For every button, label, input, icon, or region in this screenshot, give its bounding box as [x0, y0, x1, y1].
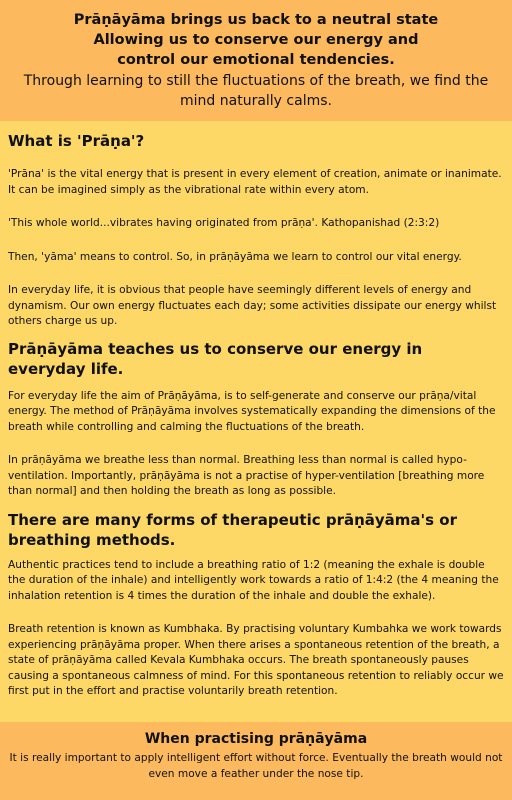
footer-text: It is really important to apply intelligent effort without force. Eventually the breath would not even move a feather under the nose tip.	[9, 752, 503, 780]
header-banner	[0, 0, 512, 121]
forms-paragraph-2: Breath retention is known as Kumbhaka. By practising voluntary Kumbahka we work towards experiencing prāṇāyāma proper. When there arises a spontaneous retention of the breath, a state of prāṇāyāma called Kevala Kumbhaka occurs. The breath spontaneously pauses causing a spontaneous calmness of mind. For this spontaneous retention to reliably occur we first put in the effort and practise voluntarily breath retention.	[8, 623, 504, 697]
header-subtitle: Through learning to still the fluctuations of the breath, we find the mind naturally calms.	[23, 73, 489, 109]
footer-banner	[0, 722, 512, 800]
section-heading-conserve: Prāṇāyāma teaches us to conserve our energy in everyday life.	[8, 339, 423, 378]
section-heading-forms: There are many forms of therapeutic prāṇāyāma's or breathing methods.	[8, 510, 457, 549]
prana-paragraph-4: In everyday life, it is obvious that people have seemingly different levels of energy and dynamism. Our own energy fluctuates each day; some activities dissipate our energy whilst others charge us up.	[8, 284, 497, 327]
conserve-paragraph-1: For everyday life the aim of Prāṇāyāma, is to self-generate and conserve our prāṇa/vital energy. The method of Prāṇāyāma involves systematically expanding the dimensions of the breath while controlling and calming the fluctuations of the breath.	[8, 389, 496, 433]
main-content	[0, 121, 512, 700]
footer-title: When practising prāṇāyāma	[144, 731, 368, 747]
header-line-1: Prāṇāyāma brings us back to a neutral state	[73, 12, 439, 28]
header-line-2: Allowing us to conserve our energy and	[93, 32, 419, 48]
prana-paragraph-1: 'Prāna' is the vital energy that is present in every element of creation, animate or inanimate. It can be imagined simply as the vibrational rate within every atom.	[8, 168, 502, 196]
conserve-paragraph-2: In prāṇāyāma we breathe less than normal. Breathing less than normal is called hypo-ventilation. Importantly, prāṇāyāma is not a practise of hyper-ventilation [breathing more than normal] and then holding the breath as long as possible.	[8, 454, 485, 497]
prana-paragraph-3: Then, 'yāma' means to control. So, in prāṇāyāma we learn to control our vital energy.	[8, 250, 462, 263]
forms-paragraph-1: Authentic practices tend to include a breathing ratio of 1:2 (meaning the exhale is double the duration of the inhale) and intelligently work towards a ratio of 1:4:2 (the 4 meaning the inhalation retention is 4 times the duration of the inhale and double the exhale).	[8, 558, 499, 602]
header-line-3: control our emotional tendencies.	[117, 52, 395, 68]
section-heading-prana: What is 'Prāṇa'?	[8, 132, 145, 150]
prana-paragraph-2: 'This whole world...vibrates having originated from prāṇa'. Kathopanishad (2:3:2)	[8, 217, 440, 229]
